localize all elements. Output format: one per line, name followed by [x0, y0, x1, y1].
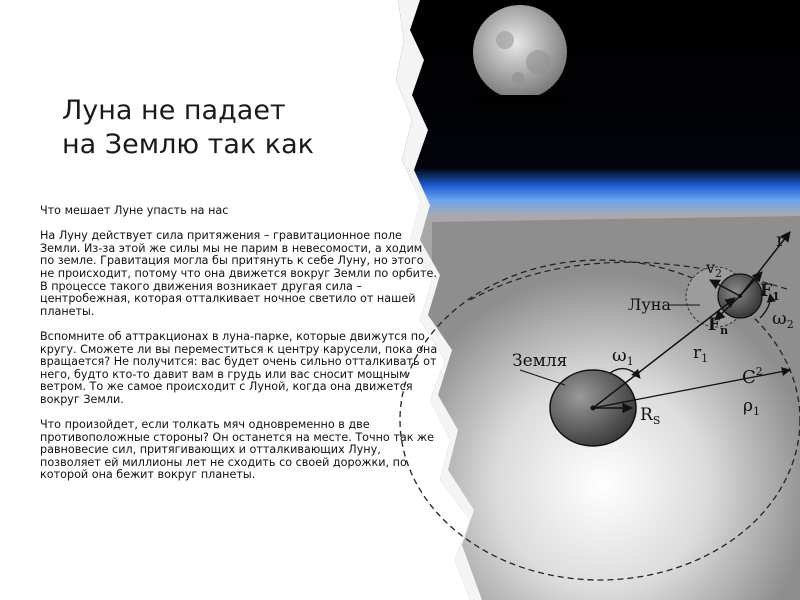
- rs-label: $R_S$: [640, 405, 661, 427]
- fn-label: $F_n$: [708, 315, 729, 337]
- slide-subtitle: Что мешает Луне упасть на нас: [40, 204, 229, 217]
- moon-label: Луна: [628, 295, 671, 314]
- paragraph-balance: Что произойдет, если толкать мяч одновременно в две противоположные стороны? Он останется на месте. Точно так же равновесие сил, притягивающих и отталкивающих Луну, позволяет ей миллионы лет не сходить со своей дорожки, по которой она бежит вокруг планеты.: [40, 418, 434, 482]
- omega1-label: $\omega_1$: [612, 345, 634, 368]
- c2-label: $C^2$: [742, 365, 763, 388]
- slide-body: [40, 205, 438, 495]
- f1-label: $F_1$: [760, 281, 780, 303]
- earth-label: Земля: [512, 351, 568, 371]
- r1-label: $r_1$: [693, 343, 709, 365]
- r-label: r: [776, 229, 786, 251]
- paragraph-gravity: На Луну действует сила притяжения – гравитационное поле Земли. Из-за этой же силы мы не парим в невесомости, а ходим по земле. Гравитация могла бы притянуть к себе Луну, но этого не происходит, потому что она движется вокруг Земли по орбите. В процессе такого движения возникает другая сила – центробежная, которая отталкивает ночное светило от нашей планеты.: [40, 229, 437, 318]
- slide-title: Луна не падает на Землю так как: [62, 95, 314, 160]
- paragraph-carousel: Вспомните об аттракционах в луна-парке, которые движутся по кругу. Сможете ли вы переместиться к центру карусели, пока она вращается? Не получится: вас будет очень сильно отталкивать от него, будто кто-то давит вам в грудь или вас сносит мощным ветром. То же самое происходит с Луной, когда она движется вокруг Земли.: [40, 329, 438, 406]
- omega2-label: $\omega_2$: [772, 308, 794, 331]
- rho1-label: $\rho_1$: [743, 396, 760, 418]
- v2-label: $v_2$: [706, 258, 723, 280]
- moon-photo: [473, 5, 567, 99]
